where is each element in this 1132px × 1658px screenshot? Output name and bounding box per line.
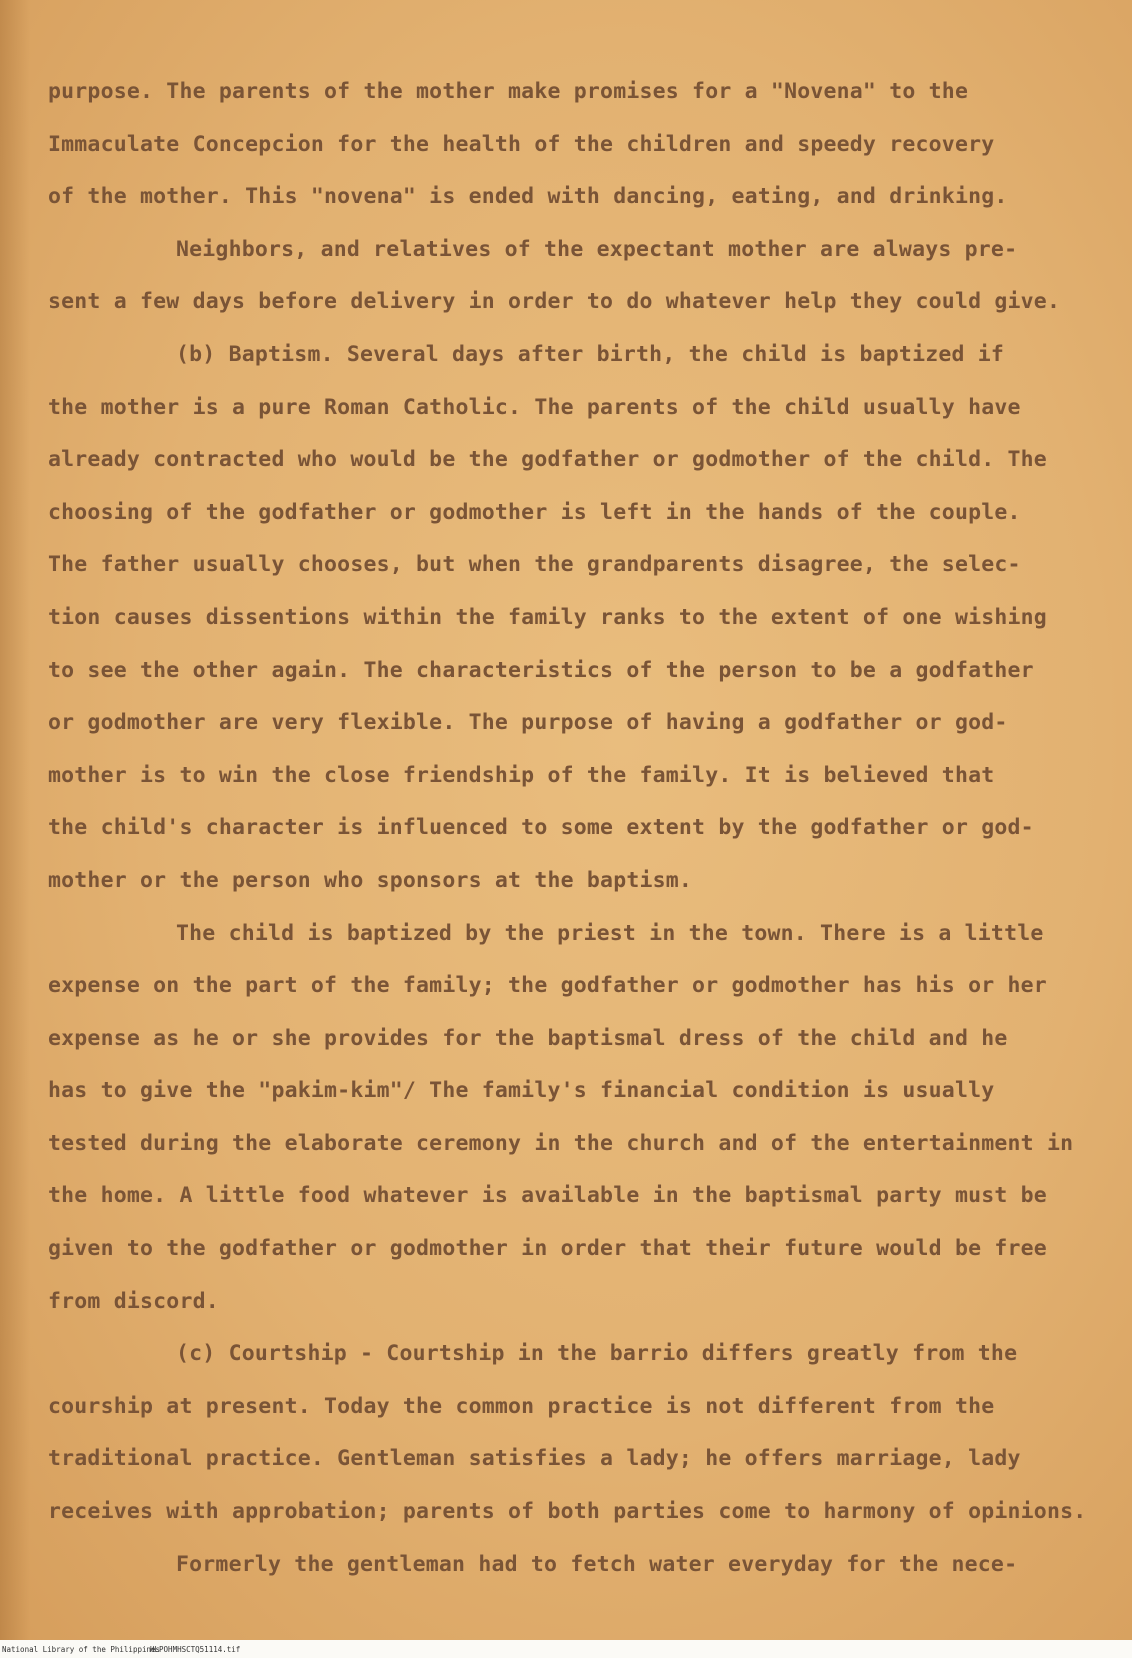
text-line: already contracted who would be the godfather or godmother of the child. The [48,447,1047,473]
footer-file-code: HLPOHMHSCTQ51114.tif [150,1645,241,1654]
text-line: tion causes dissentions within the family ranks to the extent of one wishing [48,604,1047,630]
text-line: given to the godfather or godmother in order that their future would be free [48,1236,1047,1262]
text-line: receives with approbation; parents of both parties come to harmony of opinions. [48,1499,1087,1525]
text-line: The child is baptized by the priest in the town. There is a little [176,920,1044,946]
text-line: the home. A little food whatever is available in the baptismal party must be [48,1183,1047,1209]
text-line: the child's character is influenced to some extent by the godfather or god- [48,815,1034,841]
text-line: expense on the part of the family; the godfather or godmother has his or her [48,973,1047,999]
text-line: sent a few days before delivery in order to do whatever help they could give. [48,289,1061,315]
text-line: tested during the elaborate ceremony in the church and of the entertainment in [48,1130,1074,1156]
text-line: to see the other again. The characteristics of the person to be a godfather [48,657,1034,683]
text-line: The father usually chooses, but when the grandparents disagree, the selec- [48,552,1021,578]
text-line: expense as he or she provides for the baptismal dress of the child and he [48,1025,1008,1051]
text-line: from discord. [48,1288,219,1314]
text-line: or godmother are very flexible. The purpose of having a godfather or god- [48,710,1008,736]
page-edge-shadow [0,0,30,1640]
text-line: Neighbors, and relatives of the expectant mother are always pre- [176,236,1018,262]
footer-library: National Library of the Philippines [2,1645,161,1654]
text-line: mother is to win the close friendship of the family. It is believed that [48,762,995,788]
text-line: Immaculate Concepcion for the health of the children and speedy recovery [48,131,995,157]
text-line: traditional practice. Gentleman satisfies a lady; he offers marriage, lady [48,1446,1021,1472]
text-line: (c) Courtship - Courtship in the barrio differs greatly from the [176,1341,1018,1367]
text-line: choosing of the godfather or godmother is left in the hands of the couple. [48,499,1021,525]
text-line: (b) Baptism. Several days after birth, the child is baptized if [176,341,1005,367]
text-line: the mother is a pure Roman Catholic. The parents of the child usually have [48,394,1021,420]
typewritten-text [48,66,1088,1591]
text-line: mother or the person who sponsors at the baptism. [48,867,693,893]
text-line: of the mother. This "novena" is ended with dancing, eating, and drinking. [48,184,1008,210]
text-line: purpose. The parents of the mother make promises for a "Novena" to the [48,79,969,104]
text-line: Formerly the gentleman had to fetch water everyday for the nece- [176,1551,1018,1577]
text-line: has to give the "pakim-kim"/ The family's financial condition is usually [48,1078,995,1104]
text-line: courship at present. Today the common practice is not different from the [48,1393,995,1419]
